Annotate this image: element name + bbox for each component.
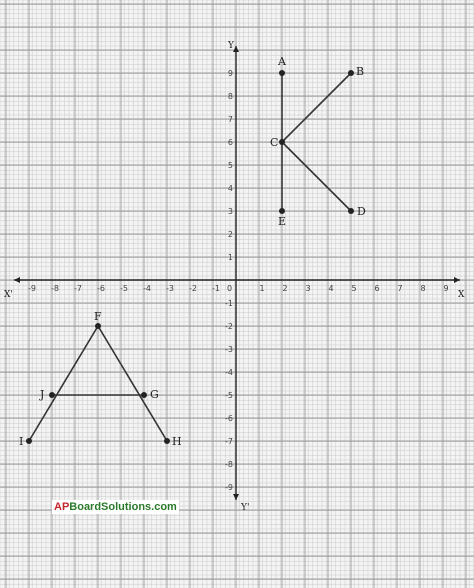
y-tick-label: 1 xyxy=(227,253,233,262)
y-tick-label: 3 xyxy=(227,207,233,216)
y-tick-label: -8 xyxy=(225,460,233,469)
point-label-J: J xyxy=(40,388,45,401)
y-tick-label: 9 xyxy=(227,69,233,78)
point-E xyxy=(279,208,285,214)
x-tick-label: 6 xyxy=(374,284,380,293)
y-tick-label: -9 xyxy=(225,483,233,492)
point-label-C: C xyxy=(270,136,279,149)
y-tick-label: -7 xyxy=(225,437,233,446)
y-tick-label: -5 xyxy=(225,391,233,400)
y-tick-label: 2 xyxy=(227,230,233,239)
y-tick-label: -3 xyxy=(225,345,233,354)
x-tick-label: -8 xyxy=(51,284,59,293)
point-label-B: B xyxy=(356,65,365,78)
y-tick-label: -4 xyxy=(225,368,233,377)
point-label-F: F xyxy=(94,310,102,323)
point-D xyxy=(348,208,354,214)
y-axis-label: Y xyxy=(228,41,234,51)
point-J xyxy=(49,392,55,398)
point-G xyxy=(141,392,147,398)
x-axis-arrow-right xyxy=(454,277,460,283)
x-tick-label: 5 xyxy=(351,284,357,293)
x-axis-arrow-left xyxy=(14,277,20,283)
x-tick-label: 4 xyxy=(328,284,334,293)
point-F xyxy=(95,323,101,329)
x-tick-label: 7 xyxy=(397,284,403,293)
x-tick-label: 2 xyxy=(282,284,288,293)
y-tick-label: 5 xyxy=(227,161,233,170)
y-tick-label: 8 xyxy=(227,92,233,101)
x-tick-label: -1 xyxy=(212,284,220,293)
point-I xyxy=(26,438,32,444)
x-tick-label: 9 xyxy=(443,284,449,293)
x-tick-label: 1 xyxy=(259,284,265,293)
x-tick-label: -2 xyxy=(189,284,197,293)
x-tick-label: -7 xyxy=(74,284,82,293)
point-label-H: H xyxy=(172,435,182,448)
point-label-D: D xyxy=(357,205,366,218)
point-C xyxy=(279,139,285,145)
y-tick-label: 4 xyxy=(227,184,233,193)
x-tick-label: 3 xyxy=(305,284,311,293)
watermark xyxy=(52,500,179,514)
watermark-suffix: BoardSolutions.com xyxy=(69,501,177,513)
y-tick-label: -1 xyxy=(225,299,233,308)
point-label-I: I xyxy=(19,435,24,448)
y-tick-label: -6 xyxy=(225,414,233,423)
point-label-A: A xyxy=(278,55,286,68)
x-tick-label: -6 xyxy=(97,284,105,293)
y-tick-label: 7 xyxy=(227,115,233,124)
point-B xyxy=(348,70,354,76)
x-tick-label: 8 xyxy=(420,284,426,293)
tick-label-origin: 0 xyxy=(227,284,233,293)
point-label-G: G xyxy=(150,388,159,401)
x-tick-label: -5 xyxy=(120,284,128,293)
y-axis-label-negative: Y' xyxy=(241,503,250,513)
y-tick-label: -2 xyxy=(225,322,233,331)
point-H xyxy=(164,438,170,444)
x-axis-label: X xyxy=(458,290,465,300)
point-label-E: E xyxy=(278,215,287,228)
x-tick-label: -4 xyxy=(143,284,151,293)
point-A xyxy=(279,70,285,76)
x-tick-label: -9 xyxy=(28,284,36,293)
x-tick-label: -3 xyxy=(166,284,174,293)
x-axis-label-negative: X' xyxy=(4,290,13,300)
y-tick-label: 6 xyxy=(227,138,233,147)
watermark-prefix: AP xyxy=(54,501,70,513)
